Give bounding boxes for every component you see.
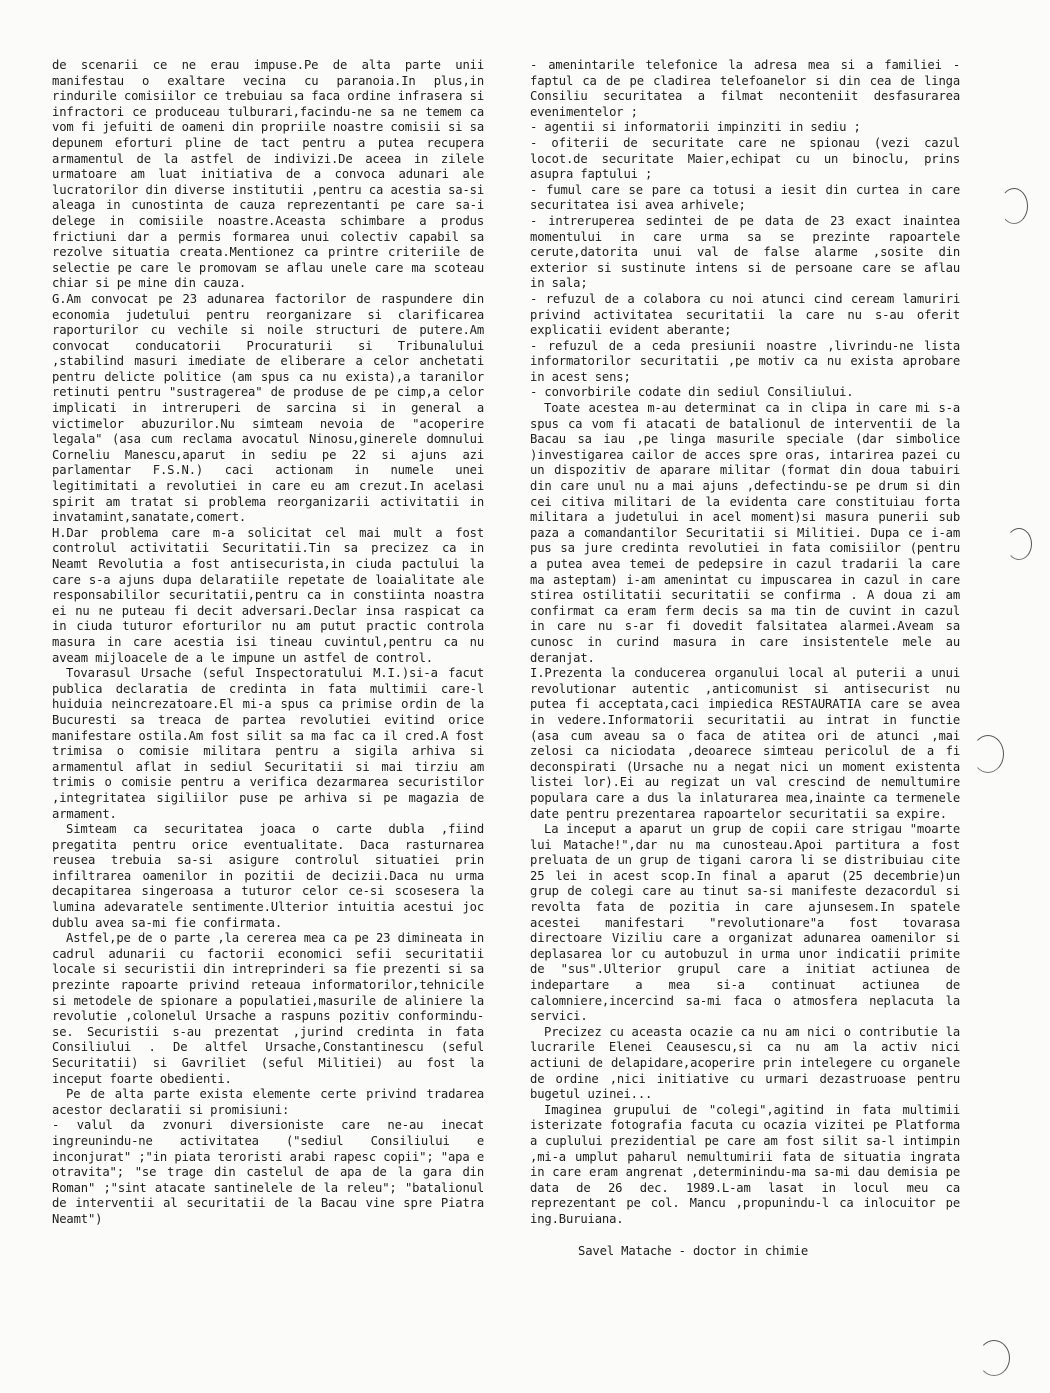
paragraph: I.Prezenta la conducerea organului local al puterii a unui revolutionar autentic ,anticomunist si antisecurist nu putea fi acceptata,caci impiedica RESTAURATIA care se avea in vedere.Informatorii securitatii au intrat in functie (asa cum aveau sa o faca de atitea ori de atunci ,mai zelosi ca niciodata ,deoarece simteau pericolul de a fi deconspirati (Ursache nu a negat nici un moment existenta listei lor).Ei au regizat un val crescind de nemultumire populara care a dus la inlaturarea mea,inainte ca termenele date pentru prezentarea rapoartelor securitatii sa expire. — [530, 666, 960, 821]
paragraph: Imaginea grupului de "colegi",agitind in fata multimii isterizate fotografia facuta cu ocazia vizitei pe Platforma a cuplului prezidential pe care am fost silit sa-l intimpin ,mi-a umplut paharul nemultumirii fata de situatia ingrata in care eram angrenat ,determinindu-ma sa-mi dau demisia pe data de 26 dec. 1989.L-am lasat in locul meu ca reprezentant pe col. Mancu ,propunindu-l ca inlocuitor pe ing.Buruiana. — [530, 1102, 960, 1226]
punch-hole-mark — [1000, 188, 1028, 224]
paragraph: Astfel,pe de o parte ,la cererea mea ca pe 23 dimineata in cadrul adunarii cu factorii economici sefii securitatii locale si securistii din intreprinderi sa fie prezenti si sa prezinte rapoarte privind reteaua informatorilor,tehnicile si metodele de spionare a populatiei,masurile de aliniere la revolutie ,colonelul Ursache a raspuns pozitiv conformindu-se. Securistii s-au prezentat ,jurind credinta in fata Consiliului . De altfel Ursache,Constantinescu (seful Securitatii) si Gavriliet (seful Militiei) au fost la inceput foarte obedienti. — [52, 931, 484, 1086]
paragraph: - convorbirile codate din sediul Consiliului. — [530, 385, 854, 400]
paragraph: - agentii si informatorii impinziti in sediu ; — [530, 120, 861, 135]
paragraph: - intreruperea sedintei de pe data de 23 exact inaintea momentului in care urma sa se prezinte rapoartele cerute,datorita unui val de false alarme ,sosite din exterior si sustinute intens si de persoane care se aflau in sala; — [530, 213, 960, 291]
paragraph: G.Am convocat pe 23 adunarea factorilor de raspundere din economia judetului pentru reorganizare si clarificarea raporturilor cu vechile si noile structuri de putere.Am convocat conducatorii Procuraturii si Tribunalului ,stabilind masuri imediate de eliberare a celor anchetati pentru delicte politice (am spus ca nu exista),a taranilor retinuti pentru "sustragerea" de produse de pe cimp,a celor implicati in intreruperi de sarcina si in general a victimelor abuzurilor.Nu simteam nevoia de "acoperire legala" (asa cum reclama avocatul Ninosu,ginerele domnului Corneliu Manescu,aparut in sediu pe 22 si ajuns azi parlamentar F.S.N.) caci actionam in numele unei legitimitati a revolutiei in care eu am crezut.In acelasi spirit am tratat si problema reorganizarii activitatii in invatamint,sanatate,comert. — [52, 291, 484, 525]
paragraph: Tovarasul Ursache (seful Inspectoratului M.I.)si-a facut publica declaratia de credinta in fata multimii care-l huiduia neincrezatoare.El mi-a spus ca primise ordin de la Bucuresti sa treaca de partea revolutiei evitind orice manifestare ostila.Am fost silit sa ma fac ca il cred.A fost trimisa o comisie militara pentru a sigila arhiva si armamentul aflat in sediul Securitatii si mai tirziu am trimis o comisie pentru a verifica dezarmarea securistilor ,integritatea sigiliilor puse pe arhiva si pe magazia de armament. — [52, 666, 484, 821]
punch-hole-mark — [978, 1340, 1010, 1376]
paragraph: de scenarii ce ne erau impuse.Pe de alta parte unii manifestau o exaltare vecina cu paranoia.In plus,in rindurile comisiilor ce trebuiau sa faca ordine infrasera si infractori ce produceau tulburari,facindu-ne sa ne temem ca vom fi jefuiti de oameni din propriile noastre comisii si sa depunem eforturi pline de tact pentru a putea recupera armamentul de la astfel de indivizi.De aceea in zilele urmatoare am luat initiativa de a convoca adunari ale lucratorilor din diverse institutii ,pentru ca acestia sa-si aleaga in cunostinta de cauza reprezentanti pe care sa-i delege in comisiile noastre.Aceasta schimbare a produs frictiuni dar a permis formarea unui colectiv capabil sa rezolve situatia creata.Mentionez ca printre criteriile de selectie pe care le promovam se aflau unele care ma scoteau chiar si pe mine din cauza. — [52, 58, 484, 291]
paragraph: - valul da zvonuri diversioniste care ne-au inecat ingreunindu-ne activitatea ("sediul Consiliului e inconjurat" ;"in piata teroristi arabi rapesc copii"; "apa e otravita"; "se trage din castelul de apa de la gara din Roman" ;"sint atacate santinelele de la releu"; "batalionul de interventii al securitatii de la Bacau vine spre Piatra Neamt") — [52, 1118, 484, 1226]
paragraph: - ofiterii de securitate care ne spionau (vezi cazul locot.de securitate Maier,echipat cu un binoclu, prins asupra faptului ; — [530, 135, 960, 182]
paragraph: H.Dar problema care m-a solicitat cel mai mult a fost controlul activitatii Securitatii.Tin sa precizez ca in Neamt Revolutia a fost antisecurista,in ciuda pactului la care s-a ajuns dupa delaratiile repetate de loaialitate ale responsabililor securitatii,pentru ca in constiinta noastra ei nu ne puteau fi decit adversari.Declar insa raspicat ca in ciuda tuturor eforturilor nu am putut practic controla masura in care acestia isi tineau cuvintul,pentru ca nu aveam mijloacele de a le impune un astfel de control. — [52, 525, 484, 665]
paragraph: Toate acestea m-au determinat ca in clipa in care mi s-a spus ca vom fi atacati de batalionul de interventii de la Bacau sa iau ,pe linga masurile speciale (dar simbolice )investigarea cailor de acces spre oras, intarirea pazei cu un dispozitiv de aparare militar (format din doua tabuiri din care unul nu a mai ajuns ,defectindu-se pe drum si din cei citiva militari de la evidenta care constituiau forta militara a judetului in acel moment)si masura punerii sub paza a comandantilor Securitatii si Militiei. Dupa ce i-am pus sa jure credinta revolutiei in fata comisiilor (pentru a putea avea temei de pedepsire in cazul tradarii la care ma asteptam) i-am amenintat cu impuscarea in cazul in care stirea ostilitatii securitatii se confirma . A doua zi am confirmat ca eram ferm decis sa ma tin de cuvint in cazul in care nu s-ar fi dovedit falsitatea alarmei.Aveam sa cunosc in curind masura in care insistentele mele au deranjat. — [530, 401, 960, 665]
right-paragraphs — [530, 58, 960, 1228]
punch-hole-mark — [972, 735, 1004, 773]
left-column — [52, 58, 484, 1228]
paragraph: - amenintarile telefonice la adresa mea si a familiei - faptul ca de pe cladirea telefoanelor si din cea de linga Consiliu securitatea a filmat neconteniit desfasurarea evenimentelor ; — [530, 58, 960, 119]
paragraph: - refuzul de a colabora cu noi atunci cind ceream lamuriri privind activitatea securitatii la care nu s-au oferit explicatii evident aberante; — [530, 291, 960, 338]
paragraph: - refuzul de a ceda presiunii noastre ,livrindu-ne lista informatorilor securitatii ,pe motiv ca nu exista aprobare in acest sens; — [530, 338, 960, 384]
punch-hole-mark — [1006, 528, 1032, 560]
paragraph: Precizez cu aceasta ocazie ca nu am nici o contributie la lucrarile Elenei Ceausescu,si ca nu am la activ nici actiuni de delapidare,acoperire prin intelegere cu organele de ordine ,nici initiative cu urmari dezastruoase pentru bugetul uzinei... — [530, 1024, 960, 1102]
paragraph: - fumul care se pare ca totusi a iesit din curtea in care securitatea isi avea arhivele; — [530, 182, 960, 213]
right-column — [530, 58, 960, 1259]
paragraph: Simteam ca securitatea joaca o carte dubla ,fiind pregatita pentru orice eventualitate. Daca rasturnarea reusea trebuia sa-si asigure controlul situatiei prin infiltrarea oamenilor in pozitii de decizii.Daca nu urma decapitarea singeroasa a tuturor celor ce-si scosesera la lumina adevaratele sentimente.Ulterior intuitia acestui joc dublu avea sa-mi fie confirmata. — [52, 822, 484, 930]
paragraph: La inceput a aparut un grup de copii care strigau "moarte lui Matache!",dar nu ma cunosteau.Apoi partitura a fost preluata de un grup de tigani carora li se distribuiau cite 25 lei in acest scop.In final a aparut (25 decembrie)un grup de colegi care au tinut sa-si manifeste dezacordul si revolta fata de pozitia in care ajunsesem.In spatele acestei manifestari "revolutionare"a fost tovarasa directoare Viziliu care a organizat adunarea oamenilor si deplasarea lor cu autobuzul in urma unor indicatii primite de "sus".Ulterior grupul care a initiat actiunea de indepartare a mea si-a continuat actiunea de calomniere,incercind sa-mi faca o atmosfera neplacuta la servici. — [530, 822, 960, 1024]
paragraph: Pe de alta parte exista elemente certe privind tradarea acestor declaratii si promisiuni: — [52, 1087, 484, 1117]
signature: Savel Matache - doctor in chimie — [578, 1243, 808, 1258]
